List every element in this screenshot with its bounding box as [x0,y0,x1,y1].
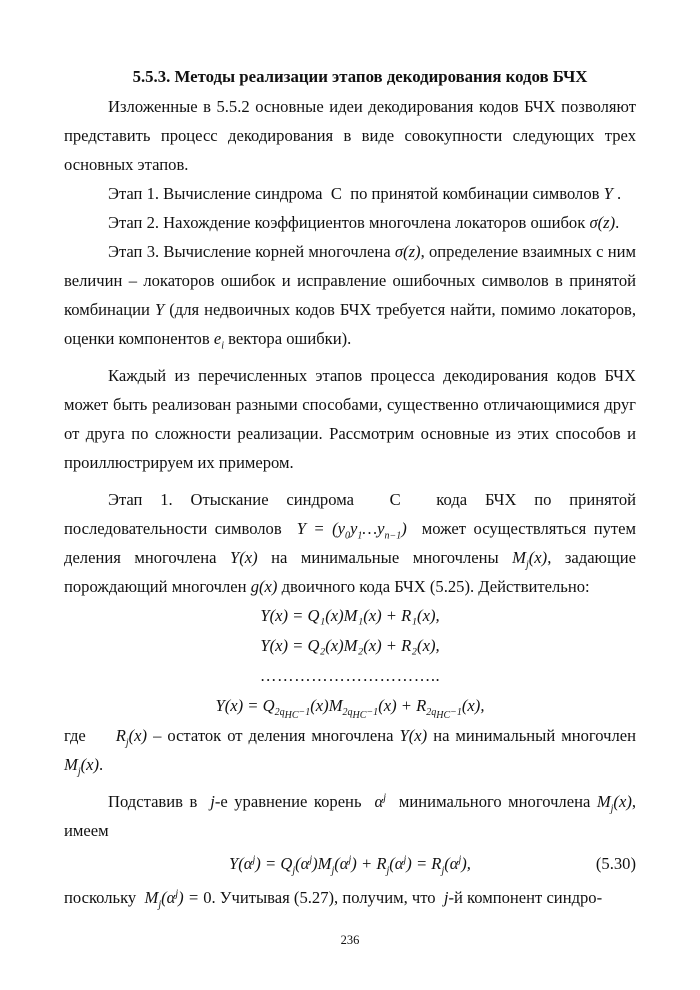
equation-ellipsis: ………………………….. [259,666,441,685]
paragraph-syndrome-search: Этап 1. Отыскание синдрома С кода БЧХ по принятой последовательности символов $Y = (y_0y_1\dots y_{n-1})$ может осуществляться путем деления многочлена Y(x) на минимальные многочлены $M_j(x)$, задающие порождающий многочлен g(x) двоичного кода БЧХ (5.25). Действительно: [64,490,637,596]
syndrome-symbol: С [330,184,342,203]
paragraph-stage-1: Этап 1. Вычисление синдрома С по принятой комбинации символов Y . [108,184,622,203]
equation-last: $Y(x) = Q_{2q_{НС}-1}(x)M_{2q_{НС}-1}(x) + R_{2q_{НС}-1}(x)$, [215,696,485,722]
equation-2: Y(x) = Q₂(x)M₂(x) + R₂(x), [260,636,440,655]
paragraph-where: где $R_j(x)$ – остаток от деления многочлена Y(x) на минимальный многочлен $M_j(x)$. [64,726,637,778]
sequence-formula: $Y = (y_0y_1\dots y_{n-1})$ [296,519,407,542]
section-heading [64,62,636,92]
section-title: Методы реализации этапов декодирования кодов БЧХ [174,67,588,86]
symbol-sigma-z: σ(z) [589,213,616,232]
equation-number: (5.30) [595,854,636,873]
symbol-e-i: $e_i$ [213,329,224,352]
paragraph-since: поскольку $M_j(\alpha^j) = 0$. Учитывая (5.27), получим, что j-й компонент синдро- [64,888,603,911]
equation-1: Y(x) = Q₁(x)M₁(x) + R₁(x), [260,606,440,625]
paragraph-intro: Изложенные в 5.5.2 основные идеи декодирования кодов БЧХ позволяют представить процесс декодирования в виде совокупности следующих трех основных этапов. [64,97,636,174]
section-number: 5.5.3. [132,67,171,86]
paragraph-stage-3: Этап 3. Вычисление корней многочлена σ(z), определение взаимных с ним величин – локаторов ошибок и исправление ошибочных символов в принятой комбинации Y (для недвоичных кодов БЧХ требуется найти, помимо локаторов, оценки компонентов $e_i$ вектора ошибки). [64,242,637,352]
page-number: 236 [340,933,360,947]
symbol-Y: Y [603,184,613,203]
paragraph-each-stage: Каждый из перечисленных этапов процесса декодирования кодов БЧХ может быть реализован разными способами, существенно отличающимися друг от друга по сложности реализации. Рассмотрим основные из этих способов и проиллюстрируем их примером. [64,366,636,472]
equation-5-30: $Y(\alpha^j) = Q_j(\alpha^j)M_j(\alpha^j) + R_j(\alpha^j) = R_j(\alpha^j)$, (5.30) [64,845,636,883]
paragraph-stage-2: Этап 2. Нахождение коэффициентов многочлена локаторов ошибок σ(z). [108,213,620,232]
paragraph-substitute: Подставив в j-е уравнение корень $\alpha^j$ минимального многочлена $M_j(x)$, имеем [64,792,636,840]
